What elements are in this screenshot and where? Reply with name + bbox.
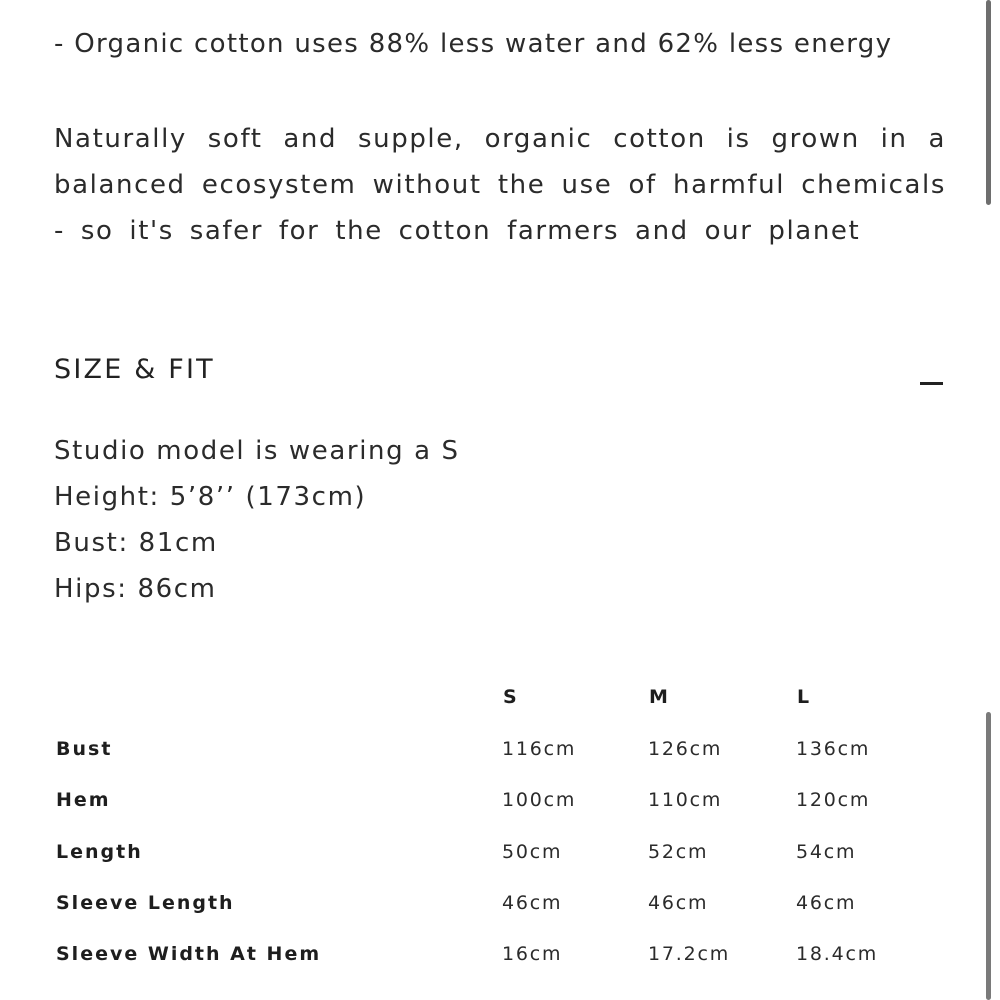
model-info (54, 428, 460, 612)
model-hips-line: Hips: 86cm (54, 574, 217, 604)
size-value: 16cm (502, 943, 563, 965)
description-paragraph: Naturally soft and supple, organic cotton is grown in a balanced ecosystem without the use of harmful chemicals - so it's safer for the cotton farmers and our planet (54, 124, 946, 246)
size-row-label: Bust (56, 738, 113, 760)
size-value: 100cm (502, 789, 577, 811)
size-value: 17.2cm (648, 943, 731, 965)
model-bust-line: Bust: 81cm (54, 528, 218, 558)
size-row-label: Sleeve Width At Hem (56, 943, 322, 965)
description-bullet: - Organic cotton uses 88% less water and 62% less energy (54, 29, 893, 59)
minus-icon[interactable] (920, 370, 944, 394)
size-value: 54cm (796, 841, 857, 863)
size-value: 120cm (796, 789, 871, 811)
outer-scrollbar-thumb[interactable] (986, 0, 991, 205)
model-size-line: Studio model is wearing a S (54, 436, 460, 466)
size-row-label: Sleeve Length (56, 892, 235, 914)
size-value: 126cm (648, 738, 723, 760)
size-fit-title[interactable]: SIZE & FIT (54, 354, 215, 385)
size-value: 116cm (502, 738, 577, 760)
size-row-label: Hem (56, 789, 111, 811)
size-value: 136cm (796, 738, 871, 760)
size-value: 46cm (502, 892, 563, 914)
model-height-line: Height: 5’8’’ (173cm) (54, 482, 367, 512)
size-value: 18.4cm (796, 943, 879, 965)
size-value: 46cm (648, 892, 709, 914)
size-row-label: Length (56, 841, 143, 863)
size-value: 46cm (796, 892, 857, 914)
size-column-header: L (797, 686, 811, 708)
inner-scrollbar-thumb[interactable] (986, 712, 991, 1000)
size-value: 52cm (648, 841, 709, 863)
size-value: 50cm (502, 841, 563, 863)
size-column-header: M (649, 686, 669, 708)
size-column-header: S (503, 686, 518, 708)
size-value: 110cm (648, 789, 723, 811)
minus-icon-bar (920, 382, 943, 385)
